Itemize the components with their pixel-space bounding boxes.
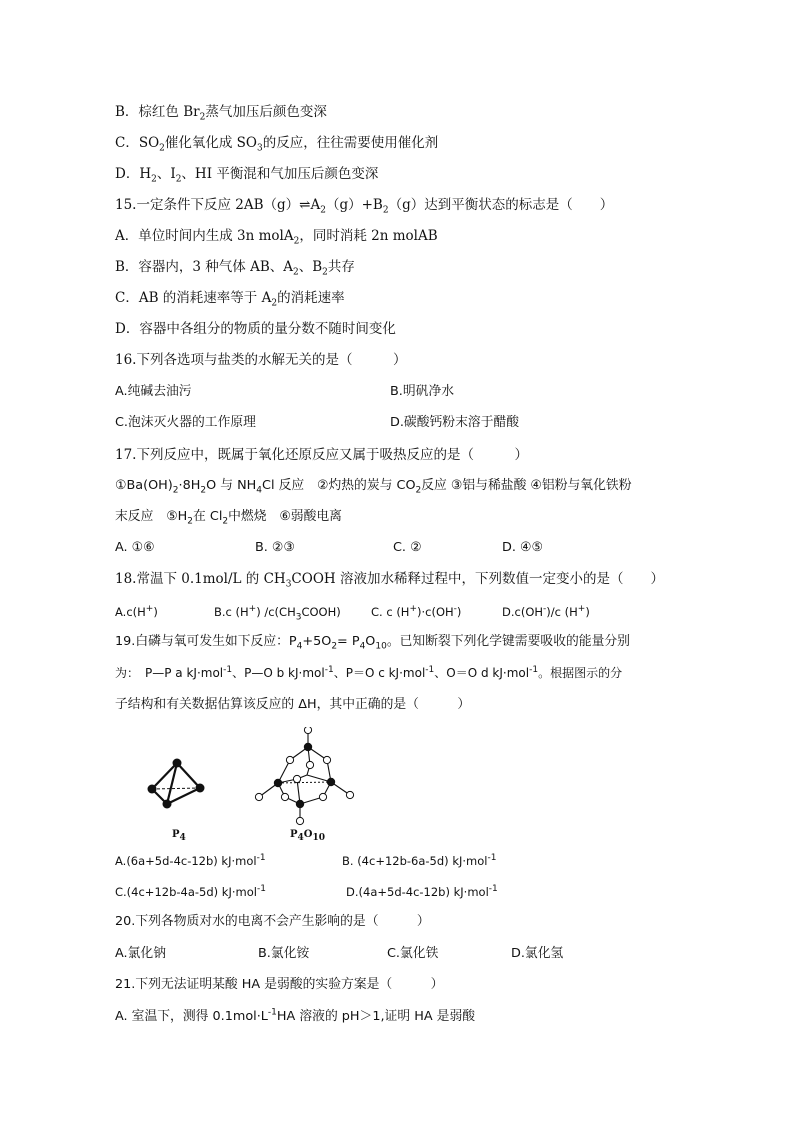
q18-option-d: D.c(OH-)/c (H+) [502, 604, 590, 619]
q14-option-d: D．$H_2$、$I_2$、HI 平衡混和气加压后颜色变深 [115, 166, 379, 185]
q20-option-d: D.氯化氢 [511, 946, 564, 961]
q15-option-d: D．容器中各组分的物质的量分数不随时间变化 [115, 321, 396, 337]
q20-option-c: C.氯化铁 [387, 946, 439, 961]
q19-option-c: C.(4c+12b-4a-5d) kJ·mol$^{-1}$ [115, 884, 266, 899]
q19-stem-line2: 为： P—P a kJ·mol$^{-1}$、P—O b kJ·mol$^{-1}$、P＝O c kJ·mol$^{-1}$、O＝O d kJ·mol$^{-1}$。根据图示的分 [115, 665, 623, 680]
q19-option-b: B. (4c+12b-6a-5d) kJ·mol$^{-1}$ [342, 853, 497, 868]
q20-option-b: B.氯化铵 [258, 946, 310, 961]
q15-option-b: B．容器内，3 种气体 AB、$A_2$、$B_2$共存 [115, 259, 355, 278]
q15-option-c: C．AB 的消耗速率等于 $A_2$的消耗速率 [115, 290, 345, 309]
q19-option-d: D.(4a+5d-4c-12b) kJ·mol$^{-1}$ [346, 884, 498, 899]
q17-option-b: B. ②③ [255, 540, 295, 555]
q16-option-d: D.碳酸钙粉末溶于醋酸 [390, 415, 520, 430]
p4-molecule-diagram [140, 755, 220, 815]
q15-option-a: A．单位时间内生成 3n molA$_2$，同时消耗 2n molAB [115, 228, 438, 247]
q17-option-a: A. ①⑥ [115, 540, 155, 555]
q21-option-a: A. 室温下，测得 $0.1mol\cdot L^{-1}HA$ 溶液的 pH＞1,证明 HA 是弱酸 [115, 1007, 476, 1024]
q17-items-line2: 末反应 $⑤H_2$在 $Cl_2$中燃烧 ⑥弱酸电离 [115, 509, 342, 527]
q15-stem: 15.一定条件下反应 $2AB(g)\rightleftharpoons A_2(g)+B_2(g)$达到平衡状态的标志是（ ） [115, 197, 614, 216]
q16-option-b: B.明矾净水 [390, 384, 455, 399]
q19-option-a: A.(6a+5d-4c-12b) kJ·mol$^{-1}$ [115, 853, 266, 868]
q16-stem: 16.下列各选项与盐类的水解无关的是（ ） [115, 352, 407, 368]
q20-stem: 20.下列各物质对水的电离不会产生影响的是（ ） [115, 914, 430, 929]
p4-figure-caption: $P_4$ [172, 829, 186, 843]
q17-option-d: D. ④⑤ [502, 540, 543, 555]
q20-option-a: A.氯化钠 [115, 946, 166, 961]
p4o10-molecule-diagram [252, 727, 362, 827]
q18-option-b: B.c (H+) $/c(CH_3COOH)$ [214, 604, 341, 623]
equilibrium-arrow-icon: ⇌ [299, 197, 311, 213]
q18-stem: 18.常温下 0.1mol/L 的 $CH_3COOH$ 溶液加水稀释过程中，下列数值一定变小的是（ ） [115, 571, 664, 590]
q17-items-line1: $①Ba(OH)_2\cdot 8H_2O$ 与 $NH_4Cl$ 反应 ②灼热的炭与 $CO_2$反应 ③铝与稀盐酸 ④铝粉与氧化铁粉 [115, 478, 632, 496]
p4o10-figure-caption: $P_4O_{10}$ [290, 829, 326, 843]
q16-option-c: C.泡沫灭火器的工作原理 [115, 415, 256, 430]
q16-option-a: A.纯碱去油污 [115, 384, 192, 399]
q17-option-c: C. ② [393, 540, 422, 555]
q14-option-c: C．$SO_2$催化氧化成 $SO_3$的反应，往往需要使用催化剂 [115, 135, 439, 154]
q18-option-c: C. c (H+)·c(OH-) [371, 604, 462, 619]
q21-stem: 21.下列无法证明某酸 HA 是弱酸的实验方案是（ ） [115, 977, 444, 992]
q19-stem-line1: 19.白磷与氧可发生如下反应：$P_4+5O_2= P_4O_{10}$。已知断裂下列化学键需要吸收的能量分别 [115, 634, 630, 652]
q19-stem-line3: 子结构和有关数据估算该反应的 ΔH，其中正确的是（ ） [115, 697, 471, 712]
q17-stem: 17.下列反应中，既属于氧化还原反应又属于吸热反应的是（ ） [115, 447, 528, 463]
q18-option-a: A.c(H+) [115, 604, 158, 619]
q14-option-b: B．棕红色 $Br_2$蒸气加压后颜色变深 [115, 104, 327, 123]
